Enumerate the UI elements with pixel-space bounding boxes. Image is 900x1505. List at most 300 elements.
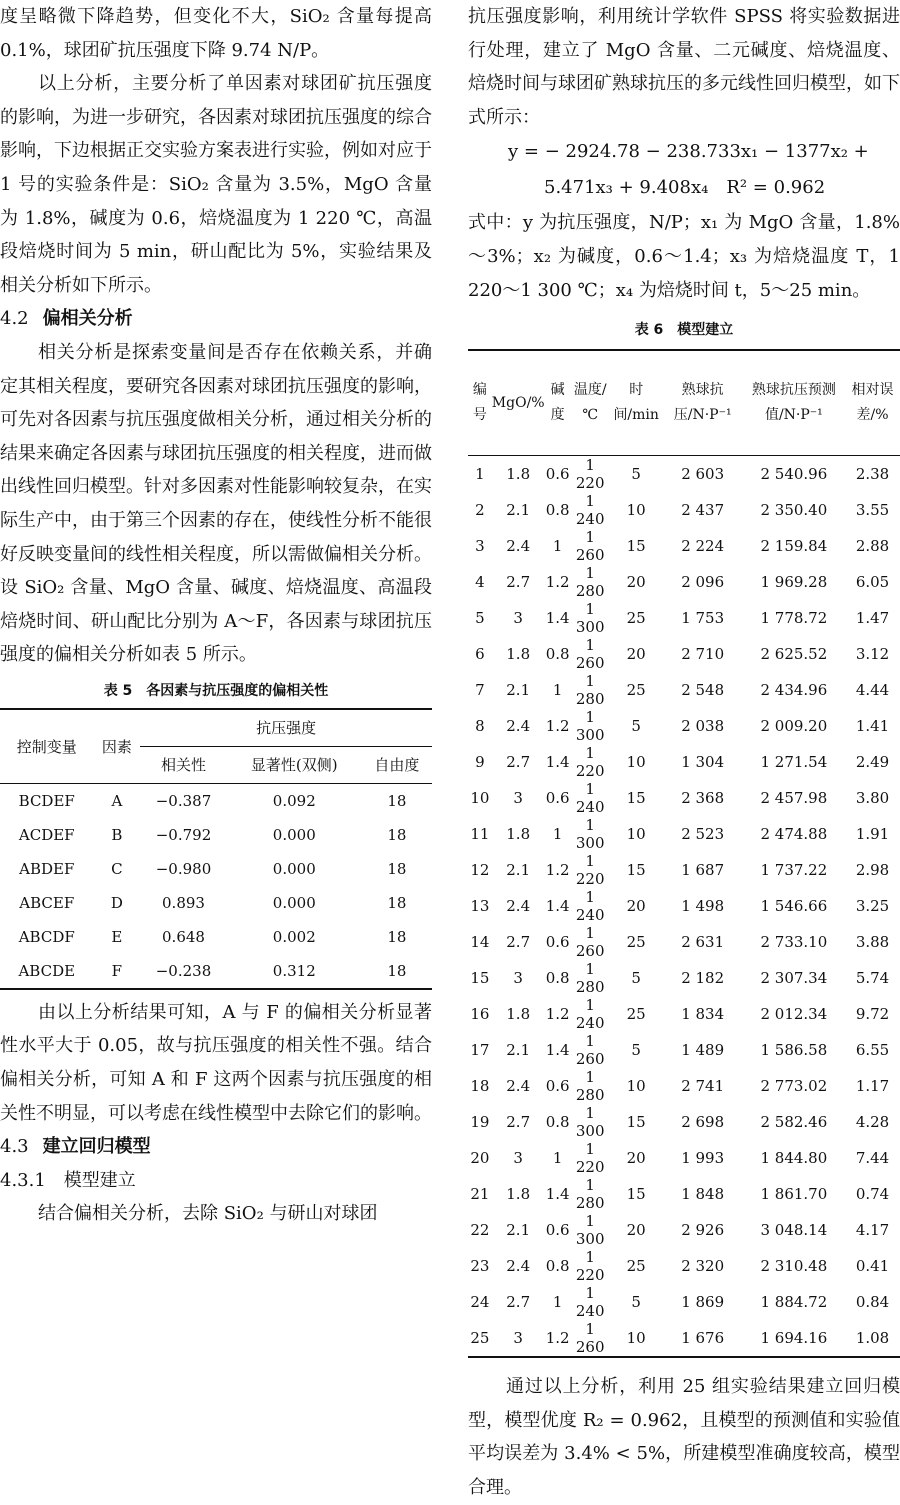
section-number: 4.3 [0,1136,29,1158]
table6-cell-id: 1 [475,465,485,484]
table6-header-relative-error: 相对误差/% [851,382,894,424]
table6-cell-mgo: 2.4 [506,897,531,916]
table6-cell-basicity: 1.4 [545,609,570,628]
table6-cell-relative-error: 0.41 [855,1257,890,1276]
table6-row [468,1104,900,1140]
table5-cell-degrees-of-freedom: 18 [387,859,407,878]
table5-cell-correlation: −0.792 [155,825,212,844]
paragraph-continued: 度呈略微下降趋势，但变化不大，SiO₂ 含量每提高 0.1%，球团矿抗压强度下降 9.74 N/P。 [0,6,432,61]
table6-row [468,600,900,636]
section-title: 偏相关分析 [42,308,133,330]
table6-cell-time: 10 [626,753,646,772]
table5-cell-factor: B [111,825,123,844]
table6-header-id: 编号 [472,382,487,424]
table6-row [468,888,900,924]
table6-cell-strength: 1 993 [681,1149,725,1168]
table6-cell-id: 20 [470,1149,490,1168]
table6-cell-temperature: 1 280 [575,564,605,601]
table6-cell-predicted: 1 586.58 [760,1041,828,1060]
table6-cell-time: 25 [626,1257,646,1276]
table6-cell-basicity: 0.6 [545,1221,570,1240]
paragraph-partial-correlation: 相关分析是探索变量间是否存在依赖关系，并确定其相关程度，要研究各因素对球团抗压强度的影响，可先对各因素与抗压强度做相关分析，通过相关分析的结果来确定各因素与球团抗压强度的相关程度，进而做出线性回归模型。针对多因素对性能影响较复杂，在实际生产中，由于第三个因素的存在，使线性分析不能很好反映变量间的线性相关程度，所以需做偏相关分析。设 SiO₂ 含量、MgO 含量、碱度、焙烧温度、高温段焙烧时间、研山配比分别为 A～F，各因素与球团抗压强度的偏相关分析如表 5 所示。 [0,341,432,666]
table6-cell-strength: 2 096 [681,573,725,592]
table6-row [468,780,900,816]
table6-model [468,349,900,1358]
table6-cell-time: 25 [626,609,646,628]
table6-cell-temperature: 1 220 [575,744,605,781]
table6-cell-relative-error: 5.74 [855,969,890,988]
table6-row [468,564,900,600]
table6-cell-time: 15 [626,1113,646,1132]
table6-cell-mgo: 2.1 [506,501,531,520]
paragraph-model-intro: 结合偏相关分析，去除 SiO₂ 与研山对球团 [38,1203,378,1225]
table6-cell-relative-error: 1.17 [855,1077,890,1096]
table6-cell-id: 16 [470,1005,490,1024]
table6-cell-temperature: 1 240 [575,996,605,1033]
table6-cell-predicted: 2 474.88 [760,825,828,844]
table6-cell-basicity: 1 [552,1293,563,1312]
table6-cell-relative-error: 3.80 [855,789,890,808]
table6-cell-relative-error: 2.88 [855,537,890,556]
table5-cell-degrees-of-freedom: 18 [387,961,407,980]
table5-cell-control-variable: BCDEF [18,791,75,810]
table5-header-df: 自由度 [374,756,420,775]
table6-cell-relative-error: 2.98 [855,861,890,880]
table5-cell-significance: 0.000 [272,893,316,912]
table6-cell-id: 15 [470,969,490,988]
table6-cell-mgo: 3 [513,1149,523,1168]
table6-cell-temperature: 1 220 [575,1248,605,1285]
table6-cell-mgo: 2.7 [506,753,531,772]
table6-cell-relative-error: 1.91 [855,825,890,844]
table6-row [468,528,900,564]
table6-cell-relative-error: 2.49 [855,753,890,772]
table6-cell-predicted: 1 694.16 [760,1329,828,1348]
table6-cell-id: 3 [475,537,485,556]
table6-cell-basicity: 1.2 [545,573,570,592]
table5-cell-factor: E [111,927,123,946]
regression-formula-line2: 5.471x₃ + 9.408x₄ R² = 0.962 [544,177,826,199]
table6-row [468,1284,900,1320]
table6-cell-relative-error: 0.74 [855,1185,890,1204]
table6-cell-temperature: 1 260 [575,924,605,961]
table6-cell-strength: 1 498 [681,897,725,916]
table6-cell-basicity: 1.4 [545,897,570,916]
table6-cell-time: 5 [631,717,641,736]
table5-cell-correlation: −0.387 [155,791,212,810]
table6-row [468,1140,900,1176]
table6-cell-strength: 2 548 [681,681,725,700]
table5-body [0,783,432,989]
table5-cell-significance: 0.002 [272,927,316,946]
table6-cell-temperature: 1 220 [575,456,605,493]
table6-cell-time: 10 [626,825,646,844]
table6-cell-predicted: 2 012.34 [760,1005,828,1024]
table6-cell-mgo: 2.7 [506,933,531,952]
table6-header-time: 时间/min [613,382,659,424]
table6-cell-mgo: 1.8 [506,645,531,664]
table6-cell-temperature: 1 280 [575,1068,605,1105]
left-column [0,0,432,1231]
table6-cell-temperature: 1 260 [575,1032,605,1069]
table6-row [468,1212,900,1248]
table5-partial-correlation [0,708,432,990]
table6-cell-mgo: 2.7 [506,1293,531,1312]
table6-cell-basicity: 0.8 [545,1113,570,1132]
table5-cell-control-variable: ABCDF [18,927,75,946]
table6-row [468,816,900,852]
table5-row [0,852,432,886]
table6-cell-temperature: 1 260 [575,528,605,565]
table6-cell-basicity: 0.8 [545,1257,570,1276]
table6-cell-id: 23 [470,1257,490,1276]
table6-cell-temperature: 1 300 [575,1104,605,1141]
table6-cell-time: 15 [626,1185,646,1204]
table6-cell-predicted: 2 434.96 [760,681,828,700]
table5-cell-factor: C [111,859,123,878]
table6-cell-relative-error: 1.41 [855,717,890,736]
table5-header-sig: 显著性(双侧) [250,756,338,775]
table6-header-basicity: 碱度 [550,382,565,424]
table5-cell-significance: 0.092 [272,791,316,810]
table6-cell-basicity: 1.4 [545,1041,570,1060]
table6-cell-predicted: 1 546.66 [760,897,828,916]
table6-cell-strength: 2 710 [681,645,725,664]
table6-cell-strength: 1 489 [681,1041,725,1060]
table6-cell-time: 15 [626,861,646,880]
table5-cell-control-variable: ACDEF [18,825,75,844]
paragraph-orthogonal-experiment: 以上分析，主要分析了单因素对球团矿抗压强度的影响，为进一步研究，各因素对球团抗压强度的综合影响，下边根据正交实验方案表进行实验，例如对应于 1 号的实验条件是：SiO₂ 含量为 3.5%，MgO 含量为 1.8%，碱度为 0.6，焙烧温度为 1 220 ℃，高温段焙烧时间为 5 min，研山配比为 5%，实验结果及相关分析如下所示。 [0,73,432,296]
table6-cell-strength: 1 304 [681,753,725,772]
table6-cell-time: 5 [631,465,641,484]
table6-cell-id: 5 [475,609,485,628]
table6-cell-relative-error: 3.55 [855,501,890,520]
table6-cell-id: 17 [470,1041,490,1060]
table5-cell-degrees-of-freedom: 18 [387,927,407,946]
table6-cell-strength: 1 753 [681,609,725,628]
table6-cell-temperature: 1 300 [575,1212,605,1249]
table6-cell-basicity: 1 [552,537,563,556]
table5-cell-correlation: 0.648 [162,927,205,946]
table6-cell-time: 5 [631,1293,641,1312]
table6-row [468,456,900,493]
table6-cell-id: 12 [470,861,490,880]
table5-cell-degrees-of-freedom: 18 [387,893,407,912]
table6-cell-strength: 2 437 [681,501,725,520]
table6-cell-mgo: 2.4 [506,717,531,736]
table6-cell-id: 6 [475,645,485,664]
table6-cell-basicity: 1 [552,681,563,700]
table6-cell-mgo: 1.8 [506,825,531,844]
table6-cell-id: 10 [470,789,490,808]
section-number: 4.2 [0,308,29,330]
table6-cell-predicted: 2 773.02 [760,1077,828,1096]
table6-cell-mgo: 2.1 [506,861,531,880]
table5-cell-degrees-of-freedom: 18 [387,791,407,810]
table6-cell-basicity: 0.6 [545,789,570,808]
table6-cell-predicted: 2 009.20 [760,717,828,736]
table6-cell-temperature: 1 240 [575,888,605,925]
table6-cell-temperature: 1 220 [575,852,605,889]
table5-cell-control-variable: ABCEF [19,893,75,912]
table6-cell-temperature: 1 240 [575,1284,605,1321]
table6-cell-predicted: 2 540.96 [760,465,828,484]
table6-cell-predicted: 1 737.22 [760,861,828,880]
table6-cell-time: 20 [626,897,646,916]
table6-row [468,1248,900,1284]
table6-cell-relative-error: 0.84 [855,1293,890,1312]
table6-cell-strength: 1 848 [681,1185,725,1204]
table6-row [468,492,900,528]
table6-row [468,744,900,780]
table6-cell-temperature: 1 240 [575,780,605,817]
table6-cell-strength: 2 523 [681,825,725,844]
table5-cell-factor: D [110,893,123,912]
table6-cell-strength: 2 320 [681,1257,725,1276]
table6-cell-temperature: 1 280 [575,960,605,997]
table6-cell-strength: 2 038 [681,717,725,736]
table6-row [468,1032,900,1068]
table6-cell-time: 20 [626,573,646,592]
table5-cell-significance: 0.000 [272,825,316,844]
table6-cell-relative-error: 4.44 [855,681,890,700]
table6-cell-mgo: 2.4 [506,1257,531,1276]
table6-row [468,1068,900,1104]
table6-cell-basicity: 0.8 [545,645,570,664]
table6-row [468,924,900,960]
table6-cell-id: 13 [470,897,490,916]
table6-cell-relative-error: 7.44 [855,1149,890,1168]
table6-cell-temperature: 1 220 [575,1140,605,1177]
table6-cell-strength: 2 603 [681,465,725,484]
table6-cell-time: 10 [626,1329,646,1348]
table6-cell-predicted: 2 350.40 [760,501,828,520]
table6-cell-relative-error: 3.88 [855,933,890,952]
table6-header-strength: 熟球抗压/N·P⁻¹ [673,382,732,424]
table6-header-temperature: 温度/℃ [573,382,607,424]
section-4-3-1-heading: 4.3.1 模型建立 [0,1169,136,1191]
table6-cell-temperature: 1 300 [575,600,605,637]
table5-header-control: 控制变量 [0,709,94,784]
table6-cell-id: 14 [470,933,490,952]
table6-cell-time: 25 [626,1005,646,1024]
table5-header-corr: 相关性 [160,756,206,775]
table5-cell-significance: 0.000 [272,859,316,878]
table6-cell-predicted: 1 778.72 [760,609,828,628]
regression-formula-line1: y = − 2924.78 − 238.733x₁ − 1377x₂ + [508,141,869,163]
table6-cell-basicity: 0.6 [545,1077,570,1096]
table6-header-mgo: MgO/% [491,394,545,411]
table5-header-factor: 因素 [94,709,141,784]
table5-row [0,954,432,989]
table6-cell-mgo: 2.1 [506,1041,531,1060]
table6-cell-basicity: 1 [552,825,563,844]
table6-caption: 表 6 模型建立 [634,322,734,339]
table6-cell-relative-error: 3.25 [855,897,890,916]
table6-cell-relative-error: 1.08 [855,1329,890,1348]
section-4-2-heading [0,302,432,336]
table5-row [0,886,432,920]
table6-cell-time: 25 [626,933,646,952]
table6-cell-id: 18 [470,1077,490,1096]
table6-cell-relative-error: 9.72 [855,1005,890,1024]
table6-cell-predicted: 1 969.28 [760,573,828,592]
table6-cell-predicted: 2 159.84 [760,537,828,556]
table5-cell-control-variable: ABCDE [18,961,76,980]
right-column [468,0,900,1505]
table6-cell-id: 7 [475,681,485,700]
table6-cell-id: 19 [470,1113,490,1132]
table6-cell-time: 20 [626,645,646,664]
table6-cell-predicted: 1 861.70 [760,1185,828,1204]
table6-cell-strength: 2 182 [681,969,725,988]
table6-cell-time: 15 [626,789,646,808]
table6-row [468,672,900,708]
table6-cell-mgo: 3 [513,789,523,808]
table5-cell-correlation: −0.980 [155,859,212,878]
table6-cell-relative-error: 4.28 [855,1113,890,1132]
table6-cell-predicted: 2 625.52 [760,645,828,664]
table5-cell-factor: A [111,791,123,810]
table6-cell-mgo: 1.8 [506,1185,531,1204]
table6-cell-strength: 2 631 [681,933,725,952]
paragraph-variable-definitions: 式中：y 为抗压强度，N/P；x₁ 为 MgO 含量，1.8%～3%；x₂ 为碱度，0.6～1.4；x₃ 为焙烧温度 T，1 220～1 300 ℃；x₄ 为焙烧时间 t，5～25 min。 [468,212,900,301]
table6-cell-id: 21 [470,1185,490,1204]
table6-cell-basicity: 1 [552,1149,563,1168]
paragraph-conclusion: 由以上分析结果可知，A 与 F 的偏相关分析显著性水平大于 0.05，故与抗压强度的相关性不强。结合偏相关分析，可知 A 和 F 这两个因素与抗压强度的相关性不明显，可以考虑在线性模型中去除它们的影响。 [0,1001,432,1124]
table6-cell-strength: 1 869 [681,1293,725,1312]
table6-cell-basicity: 0.6 [545,933,570,952]
table5-row [0,818,432,852]
table6-cell-mgo: 2.7 [506,1113,531,1132]
paragraph-spss-model: 抗压强度影响，利用统计学软件 SPSS 将实验数据进行处理，建立了 MgO 含量、二元碱度、焙烧温度、焙烧时间与球团矿熟球抗压的多元线性回归模型，如下式所示： [468,6,900,128]
table6-cell-predicted: 3 048.14 [760,1221,828,1240]
table6-cell-strength: 1 687 [681,861,725,880]
table6-cell-predicted: 1 844.80 [760,1149,828,1168]
table6-cell-mgo: 1.8 [506,465,531,484]
table6-row [468,852,900,888]
table6-cell-id: 8 [475,717,485,736]
table5-cell-correlation: 0.893 [162,893,205,912]
table6-row [468,708,900,744]
table5-cell-correlation: −0.238 [155,961,212,980]
table6-cell-time: 25 [626,681,646,700]
table6-cell-mgo: 2.4 [506,1077,531,1096]
table6-cell-predicted: 2 733.10 [760,933,828,952]
table6-cell-basicity: 1.2 [545,717,570,736]
table6-cell-basicity: 1.2 [545,1005,570,1024]
table6-cell-strength: 1 676 [681,1329,725,1348]
table5-caption: 表 5 各因素与抗压强度的偏相关性 [103,682,329,699]
table5-header-group: 抗压强度 [140,709,432,747]
table6-body [468,456,900,1358]
table6-cell-mgo: 3 [513,1329,523,1348]
table6-cell-relative-error: 6.55 [855,1041,890,1060]
table6-cell-strength: 2 741 [681,1077,725,1096]
table6-cell-mgo: 2.1 [506,681,531,700]
table6-cell-time: 10 [626,1077,646,1096]
table6-cell-basicity: 1.2 [545,1329,570,1348]
table6-cell-temperature: 1 260 [575,636,605,673]
table6-cell-temperature: 1 300 [575,708,605,745]
table6-cell-relative-error: 2.38 [855,465,890,484]
table6-cell-relative-error: 3.12 [855,645,890,664]
table6-row [468,960,900,996]
table6-row [468,1320,900,1357]
table6-cell-strength: 2 926 [681,1221,725,1240]
table6-row [468,636,900,672]
table6-cell-mgo: 3 [513,969,523,988]
table6-cell-time: 10 [626,501,646,520]
table6-cell-time: 20 [626,1221,646,1240]
table6-cell-basicity: 1.2 [545,861,570,880]
table6-cell-predicted: 2 310.48 [760,1257,828,1276]
table6-cell-basicity: 1.4 [545,753,570,772]
table5-cell-significance: 0.312 [272,961,316,980]
table6-cell-mgo: 2.4 [506,537,531,556]
table6-row [468,996,900,1032]
table6-cell-id: 4 [475,573,485,592]
table6-cell-predicted: 2 457.98 [760,789,828,808]
paragraph-model-evaluation: 通过以上分析，利用 25 组实验结果建立回归模型，模型优度 R₂ = 0.962，且模型的预测值和实验值平均误差为 3.4% < 5%，所建模型准确度较高，模型合理。 [468,1376,900,1498]
table6-cell-basicity: 0.8 [545,969,570,988]
table6-cell-temperature: 1 260 [575,1320,605,1357]
table6-cell-basicity: 1.4 [545,1185,570,1204]
table6-cell-id: 2 [475,501,485,520]
table5-cell-factor: F [111,961,123,980]
table6-row [468,1176,900,1212]
table5-cell-degrees-of-freedom: 18 [387,825,407,844]
table6-cell-strength: 2 224 [681,537,725,556]
table6-cell-mgo: 3 [513,609,523,628]
table6-cell-mgo: 1.8 [506,1005,531,1024]
table6-cell-relative-error: 1.47 [855,609,890,628]
table6-cell-time: 15 [626,537,646,556]
table6-cell-mgo: 2.7 [506,573,531,592]
table6-cell-id: 11 [470,825,490,844]
table6-cell-time: 20 [626,1149,646,1168]
table6-cell-temperature: 1 300 [575,816,605,853]
table6-cell-relative-error: 6.05 [855,573,890,592]
table6-cell-predicted: 2 307.34 [760,969,828,988]
table6-cell-id: 22 [470,1221,490,1240]
table6-cell-time: 5 [631,969,641,988]
table6-cell-time: 5 [631,1041,641,1060]
section-title: 建立回归模型 [42,1136,151,1158]
table6-cell-predicted: 1 271.54 [760,753,828,772]
table5-cell-control-variable: ABDEF [19,859,75,878]
table6-cell-mgo: 2.1 [506,1221,531,1240]
section-4-3-heading [0,1130,432,1164]
table5-row [0,920,432,954]
table6-cell-id: 9 [475,753,485,772]
table6-header-row [468,350,900,456]
table6-cell-strength: 2 368 [681,789,725,808]
table6-cell-basicity: 0.8 [545,501,570,520]
table6-cell-temperature: 1 280 [575,672,605,709]
table6-cell-predicted: 1 884.72 [760,1293,828,1312]
table5-row [0,783,432,818]
table6-cell-temperature: 1 280 [575,1176,605,1213]
table6-header-predicted: 熟球抗压预测值/N·P⁻¹ [751,382,836,424]
table6-cell-id: 25 [470,1329,490,1348]
table6-cell-relative-error: 4.17 [855,1221,890,1240]
table6-cell-temperature: 1 240 [575,492,605,529]
table6-cell-strength: 1 834 [681,1005,725,1024]
table6-cell-basicity: 0.6 [545,465,570,484]
table6-cell-predicted: 2 582.46 [760,1113,828,1132]
table6-cell-id: 24 [470,1293,490,1312]
